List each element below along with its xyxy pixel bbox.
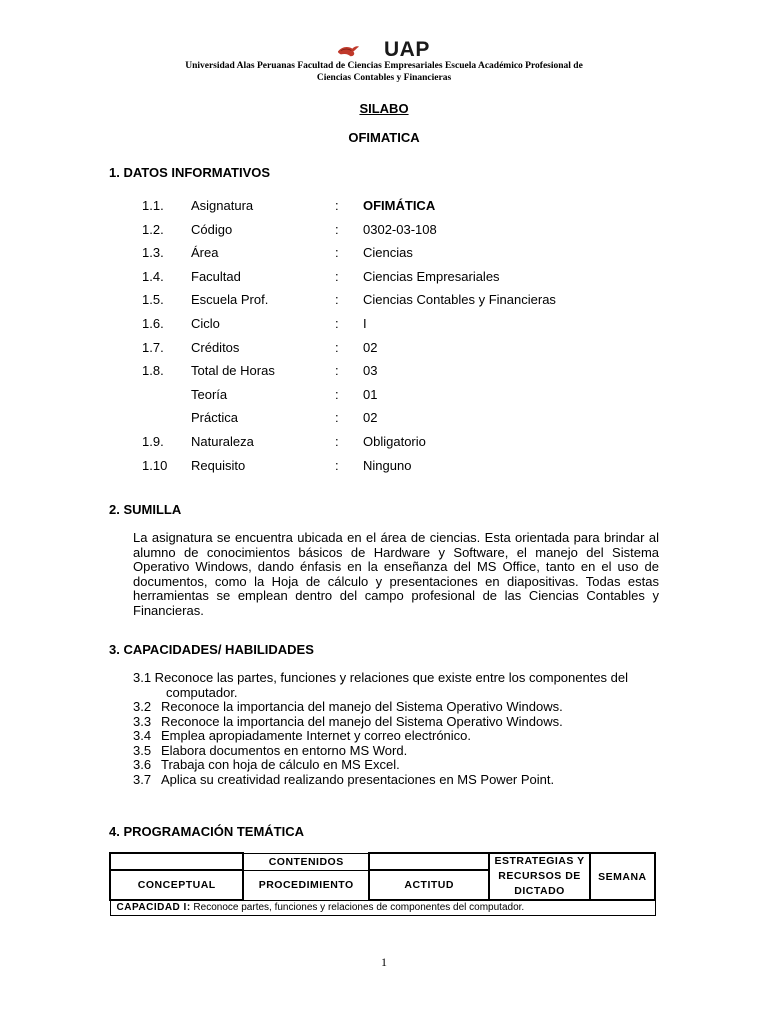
row-number: 1.2.: [142, 221, 164, 237]
logo-text: UAP: [384, 38, 430, 61]
row-label: Créditos: [191, 339, 240, 355]
row-separator: :: [335, 457, 339, 473]
capacidad-text: Aplica su creatividad realizando presentaciones en MS Power Point.: [161, 771, 555, 787]
sumilla-paragraph: [133, 531, 659, 618]
row-number: 1.10: [142, 457, 168, 473]
conceptual-header: CONCEPTUAL: [110, 870, 243, 900]
row-separator: :: [335, 198, 339, 213]
row-label: Teoría: [191, 386, 228, 402]
document-title: SILABO: [359, 101, 409, 116]
header-line-1: Universidad Alas Peruanas Facultad de Ciencias Empresariales Escuela Académico Profesional de: [185, 61, 583, 71]
page-number: 1: [381, 955, 387, 969]
row-label: Área: [191, 245, 219, 261]
datos-row: [0, 198, 768, 216]
row-separator: :: [335, 363, 339, 379]
capacidad-number: 3.4: [133, 728, 152, 743]
datos-row: [0, 458, 768, 476]
row-value: 02: [363, 410, 378, 426]
row-value: I: [363, 316, 367, 331]
capacidad-text: Reconoce la importancia del manejo del Sistema Operativo Windows.: [161, 713, 563, 729]
row-number: 1.3.: [142, 245, 164, 261]
datos-row: [0, 292, 768, 310]
row-separator: :: [335, 316, 339, 331]
procedimiento-header: PROCEDIMIENTO: [243, 870, 368, 900]
capacidad-text: Emplea apropiadamente Internet y correo electrónico.: [161, 728, 472, 743]
sumilla-line: La asignatura se encuentra ubicada en el área de ciencias. Esta orientada para brindar al: [133, 530, 659, 545]
row-separator: :: [335, 386, 339, 402]
estrategias-header: ESTRATEGIAS Y RECURSOS DE DICTADO: [489, 853, 589, 900]
section-4-heading: 4. PROGRAMACIÓN TEMÁTICA: [109, 824, 304, 839]
capacidad-i-row: [110, 900, 655, 915]
programacion-table: [109, 852, 656, 916]
datos-row: [0, 269, 768, 287]
row-number: 1.1.: [142, 198, 164, 213]
capacidad-number: 3.5: [133, 742, 152, 758]
row-separator: :: [335, 339, 339, 355]
actitud-header: ACTITUD: [369, 870, 489, 900]
datos-row: [0, 410, 768, 428]
row-number: 1.6.: [142, 316, 164, 331]
capacidad-number: 3.6: [133, 757, 152, 772]
row-separator: :: [335, 292, 339, 308]
header-line-2: Ciencias Contables y Financieras: [316, 73, 452, 83]
row-separator: :: [335, 434, 339, 449]
row-separator: :: [335, 268, 339, 284]
datos-row: [0, 387, 768, 405]
row-label: Práctica: [191, 410, 238, 426]
row-number: 1.8.: [142, 363, 164, 379]
row-separator: :: [335, 410, 339, 426]
row-separator: :: [335, 221, 339, 237]
row-number: 1.9.: [142, 434, 164, 449]
row-value: Obligatorio: [363, 434, 426, 449]
table-cell-empty: [110, 853, 243, 870]
row-value: Ciencias Contables y Financieras: [363, 292, 556, 308]
semana-header: SEMANA: [590, 853, 655, 900]
row-label: Escuela Prof.: [191, 292, 269, 308]
row-value: 01: [363, 386, 378, 402]
datos-row: [0, 434, 768, 452]
datos-row: [0, 316, 768, 334]
row-number: 1.7.: [142, 339, 164, 355]
row-value: Ninguno: [363, 457, 412, 473]
capacidad-item-3-1-cont: computador.: [166, 685, 238, 700]
row-number: 1.5.: [142, 292, 164, 308]
section-3-heading: 3. CAPACIDADES/ HABILIDADES: [109, 642, 314, 657]
row-label: Código: [191, 221, 233, 237]
capacidad-number: 3.7: [133, 771, 152, 787]
row-label: Asignatura: [191, 198, 254, 213]
sumilla-line: documentos, como la Hoja de cálculo y presentaciones en diapositivas. Todas estas: [133, 573, 659, 589]
section-1-heading: 1. DATOS INFORMATIVOS: [109, 165, 271, 180]
sumilla-line: herramientas se emplean dentro del campo profesional de las Ciencias Contables y: [133, 588, 659, 603]
sumilla-line: Financieras.: [133, 602, 204, 618]
document-subtitle: OFIMATICA: [348, 130, 420, 145]
datos-row: [0, 222, 768, 240]
datos-row: [0, 363, 768, 381]
sumilla-line: alumno de conocimientos básicos de Hardware y Software, el manejo del Sistema: [133, 544, 659, 560]
row-label: Requisito: [191, 457, 246, 473]
row-value: 03: [363, 363, 378, 379]
row-label: Facultad: [191, 268, 241, 284]
capacidad-i-label: CAPACIDAD I:: [116, 902, 191, 914]
row-value: Ciencias: [363, 245, 413, 261]
row-value: Ciencias Empresariales: [363, 268, 500, 284]
capacidad-number: 3.3: [133, 713, 152, 729]
row-value: OFIMÁTICA: [363, 198, 436, 213]
sumilla-line: Operativo Windows, dando énfasis en la enseñanza del MS Office, tanto en el uso de: [133, 559, 659, 574]
capacidad-text: Reconoce la importancia del manejo del Sistema Operativo Windows.: [161, 699, 563, 714]
row-number: 1.4.: [142, 268, 164, 284]
contenidos-header: CONTENIDOS: [243, 853, 368, 870]
row-label: Naturaleza: [191, 434, 254, 449]
row-label: Total de Horas: [191, 363, 275, 379]
row-value: 0302-03-108: [363, 221, 437, 237]
datos-row: [0, 340, 768, 358]
table-cell-empty: [369, 853, 489, 870]
capacidad-i-text: Reconoce partes, funciones y relaciones de componentes del computador.: [190, 902, 525, 914]
section-2-heading: 2. SUMILLA: [109, 502, 182, 517]
capacidad-item-3-1: 3.1 Reconoce las partes, funciones y relaciones que existe entre los componentes del: [133, 670, 629, 685]
row-value: 02: [363, 339, 378, 355]
row-label: Ciclo: [191, 316, 220, 331]
row-separator: :: [335, 245, 339, 261]
capacidad-number: 3.2: [133, 699, 152, 714]
datos-row: [0, 245, 768, 263]
capacidad-text: Elabora documentos en entorno MS Word.: [161, 742, 408, 758]
capacidad-text: Trabaja con hoja de cálculo en MS Excel.: [161, 757, 400, 772]
